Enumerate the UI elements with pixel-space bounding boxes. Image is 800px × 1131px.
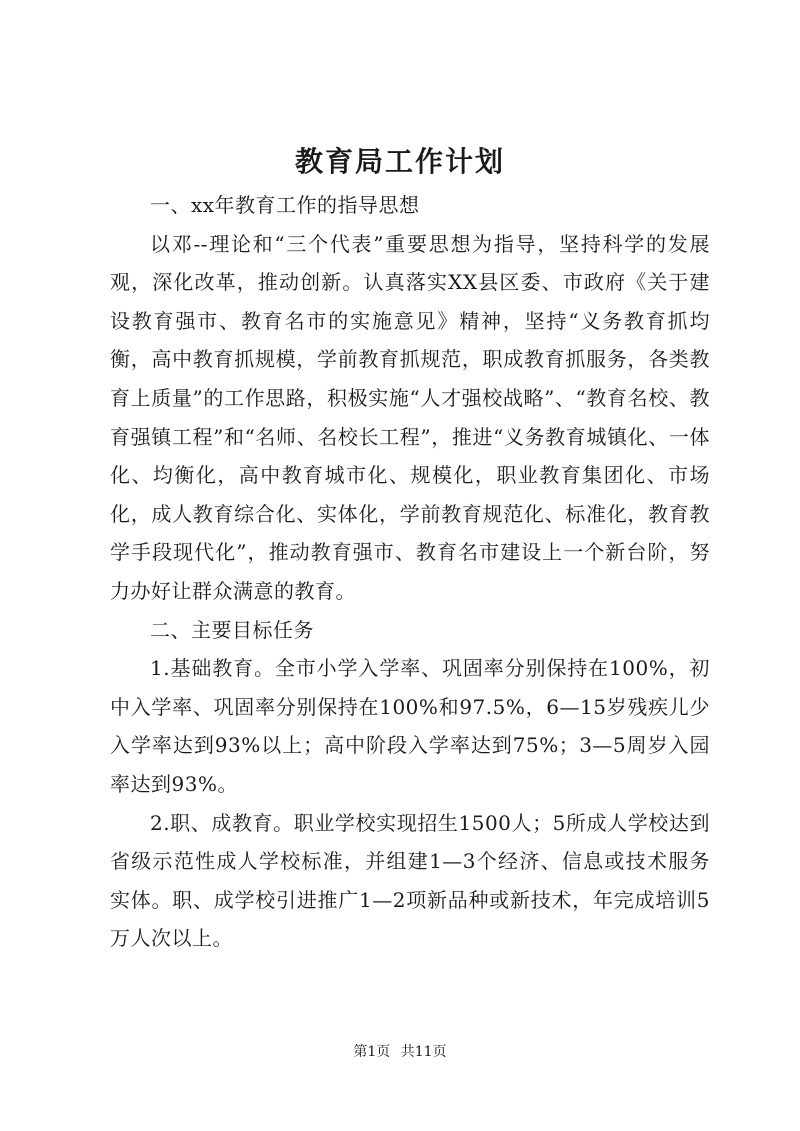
page-footer xyxy=(0,1042,800,1062)
section-heading-guiding-ideology: 一、xx年教育工作的指导思想 xyxy=(150,193,420,217)
document-body xyxy=(110,186,710,958)
total-pages: 共11页 xyxy=(400,1044,447,1060)
document-title: 教育局工作计划 xyxy=(294,145,505,178)
paragraph-guiding-ideology: 以邓--理论和“三个代表”重要思想为指导，坚持科学的发展观，深化改革，推动创新。认真落实XX县区委、市政府《关于建设教育强市、教育名市的实施意见》精神，坚持“义务教育抓均衡，高中教育抓规模，学前教育抓规范，职成教育抓服务，各类教育上质量”的工作思路，积极实施“人才强校战略”、“教育名校、教育强镇工程”和“名师、名校长工程”，推进“义务教育城镇化、一体化、均衡化，高中教育城市化、规模化，职业教育集团化、市场化，成人教育综合化、实体化，学前教育规范化、标准化，教育教学手段现代化”，推动教育强市、教育名市建设上一个新台阶，努力办好让群众满意的教育。 xyxy=(110,231,710,603)
page-number: 第1页 xyxy=(353,1044,391,1060)
paragraph-vocational-education: 2.职、成教育。职业学校实现招生1500人；5所成人学校达到省级示范性成人学校标准，并组建1—3个经济、信息或技术服务实体。职、成学校引进推广1—2项新品种或新技术，年完成培训5万人次以上。 xyxy=(110,810,710,951)
section-heading-main-tasks: 二、主要目标任务 xyxy=(150,617,314,642)
paragraph-basic-education: 1.基础教育。全市小学入学率、巩固率分别保持在100%，初中入学率、巩固率分别保持在100%和97.5%，6—15岁残疾儿少入学率达到93%以上；高中阶段入学率达到75%；3—5周岁入园率达到93%。 xyxy=(110,656,710,796)
